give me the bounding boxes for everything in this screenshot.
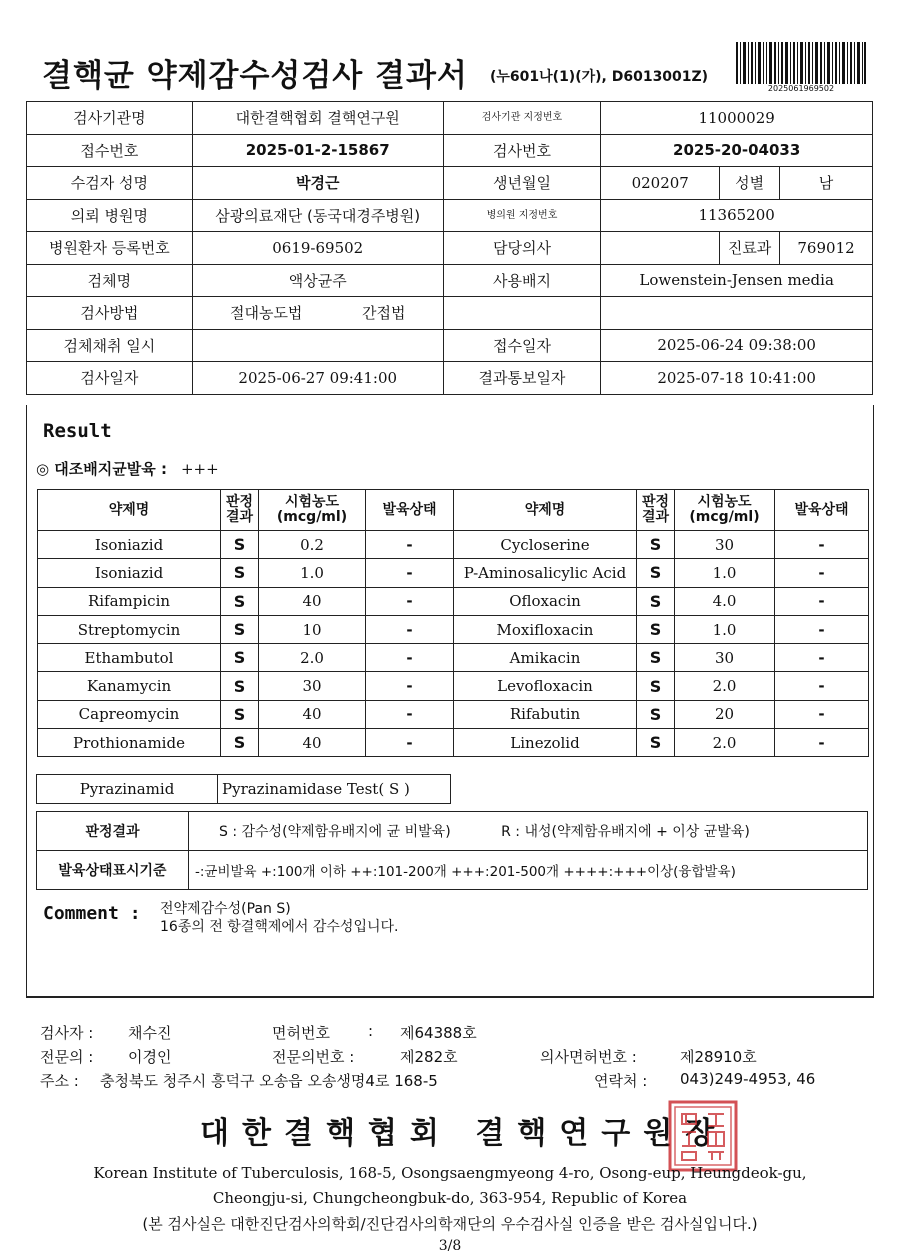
drug-result: S (637, 587, 675, 615)
drug-name: Levofloxacin (454, 672, 637, 700)
drug-result: S (637, 672, 675, 700)
drug-name: P-Aminosalicylic Acid (454, 559, 637, 587)
reg-value: 0619-69502 (192, 232, 443, 265)
drug-growth: - (775, 615, 869, 643)
hospital-no-value: 11365200 (601, 199, 873, 232)
drug-result: S (637, 531, 675, 559)
test-date-value: 2025-06-27 09:41:00 (192, 362, 443, 395)
drug-row (38, 531, 869, 559)
tester-name: 채수진 (128, 1024, 172, 1042)
drug-growth: - (775, 672, 869, 700)
test-date-label: 검사일자 (27, 362, 193, 395)
drug-conc: 2.0 (675, 729, 775, 757)
collect-label: 검체채취 일시 (27, 329, 193, 362)
report-date-label: 결과통보일자 (443, 362, 601, 395)
drug-name: Cycloserine (454, 531, 637, 559)
drug-conc: 2.0 (675, 672, 775, 700)
agency-no-label: 검사기관 지정번호 (443, 102, 601, 135)
receipt-date-label: 접수일자 (443, 329, 601, 362)
drug-conc: 0.2 (259, 531, 366, 559)
drug-row (38, 644, 869, 672)
drug-row (38, 615, 869, 643)
agency-label: 검사기관명 (27, 102, 193, 135)
birth-value: 020207 (601, 167, 720, 200)
pza-table (36, 774, 451, 804)
drug-growth: - (366, 700, 454, 728)
receipt-date-value: 2025-06-24 09:38:00 (601, 329, 873, 362)
drug-growth: - (775, 644, 869, 672)
drug-result: S (221, 700, 259, 728)
drug-growth: - (775, 587, 869, 615)
medium-value: Lowenstein-Jensen media (601, 264, 873, 297)
method-empty-2 (601, 297, 873, 330)
drug-conc: 10 (259, 615, 366, 643)
drug-growth: - (775, 531, 869, 559)
drug-conc: 30 (259, 672, 366, 700)
drug-conc: 30 (675, 531, 775, 559)
growth-legend-text: -:균비발육 +:100개 이하 ++:101-200개 +++:201-500개 ++++:+++이상(융합발육) (189, 851, 868, 890)
drug-result: S (221, 729, 259, 757)
collect-value (192, 329, 443, 362)
sex-value: 남 (780, 167, 873, 200)
agency-no-value: 11000029 (601, 102, 873, 135)
info-table (26, 101, 873, 395)
english-address-2: Cheongju-si, Chungcheongbuk-do, 363-954, Republic of Korea (212, 1189, 688, 1207)
legend-table (36, 811, 868, 890)
document-code: (누601나(1)(가), D6013001Z) (490, 69, 709, 85)
result-heading: Result (43, 420, 112, 442)
pza-value: Pyrazinamidase Test( S ) (218, 775, 451, 804)
barcode-number: 2025061969502 (767, 84, 835, 93)
drug-conc: 2.0 (259, 644, 366, 672)
header-result-2: 판정결과 (637, 490, 675, 531)
specimen-label: 검체명 (27, 264, 193, 297)
drug-conc: 1.0 (259, 559, 366, 587)
birth-label: 생년월일 (443, 167, 601, 200)
specialist-name: 이경인 (128, 1048, 172, 1066)
spec-no-label: 전문의번호 : (272, 1048, 355, 1066)
drug-table-body (38, 531, 869, 757)
judge-values (189, 812, 868, 851)
license-label: 면허번호 (272, 1024, 330, 1042)
drug-growth: - (366, 587, 454, 615)
drug-result: S (221, 559, 259, 587)
drug-name: Kanamycin (38, 672, 221, 700)
drug-name: Isoniazid (38, 531, 221, 559)
drug-row (38, 587, 869, 615)
hospital-no-label: 병의원 지정번호 (443, 199, 601, 232)
judge-r: R : 내성(약제함유배지에 + 이상 균발육) (501, 824, 750, 840)
english-address-1: Korean Institute of Tuberculosis, 168-5, Osongsaengmyeong 4-ro, Osong-eup, Heungdeok-gu, (93, 1164, 807, 1182)
doctor-label: 담당의사 (443, 232, 601, 265)
document-title: 결핵균 약제감수성검사 결과서 (42, 58, 468, 94)
drug-result: S (221, 615, 259, 643)
drug-name: Amikacin (454, 644, 637, 672)
hospital-value: 삼광의료재단 (동국대경주병원) (192, 199, 443, 232)
drug-name: Ofloxacin (454, 587, 637, 615)
comment-line-1: 전약제감수성(Pan S) (160, 901, 291, 917)
drug-row (38, 729, 869, 757)
address-label: 주소 : (40, 1072, 79, 1090)
reg-label: 병원환자 등록번호 (27, 232, 193, 265)
report-date-value: 2025-07-18 10:41:00 (601, 362, 873, 395)
control-growth (36, 458, 219, 479)
address-value: 충청북도 청주시 흥덕구 오송읍 오송생명4로 168-5 (100, 1072, 438, 1090)
header-drug-2: 약제명 (454, 490, 637, 531)
drug-conc: 30 (675, 644, 775, 672)
header-drug: 약제명 (38, 490, 221, 531)
barcode-icon (736, 42, 866, 84)
drug-result: S (637, 615, 675, 643)
receipt-label: 접수번호 (27, 134, 193, 167)
pza-label: Pyrazinamid (37, 775, 218, 804)
drug-name: Isoniazid (38, 559, 221, 587)
growth-legend-label: 발육상태표시기준 (37, 851, 189, 890)
drug-growth: - (366, 729, 454, 757)
dept-value: 769012 (780, 232, 873, 265)
header-growth-2: 발육상태 (775, 490, 869, 531)
drug-table (37, 489, 869, 757)
drug-name: Capreomycin (38, 700, 221, 728)
drug-name: Linezolid (454, 729, 637, 757)
drug-growth: - (366, 615, 454, 643)
contact-value: 043)249-4953, 46 (680, 1070, 816, 1088)
judge-s: S : 감수성(약제함유배지에 균 비발육) (219, 824, 451, 840)
drug-result: S (637, 700, 675, 728)
drug-name: Prothionamide (38, 729, 221, 757)
judge-label: 판정결과 (37, 812, 189, 851)
drug-row (38, 559, 869, 587)
section-divider (26, 996, 874, 998)
method-2: 간접법 (361, 304, 406, 323)
header-result: 판정결과 (221, 490, 259, 531)
drug-row (38, 700, 869, 728)
sex-label: 성별 (720, 167, 780, 200)
drug-result: S (221, 531, 259, 559)
test-no-value: 2025-20-04033 (601, 134, 873, 167)
drug-conc: 1.0 (675, 615, 775, 643)
drug-result: S (221, 672, 259, 700)
drug-conc: 1.0 (675, 559, 775, 587)
control-label: ◎ 대조배지균발육 : (36, 460, 167, 478)
agency-value: 대한결핵협회 결핵연구원 (192, 102, 443, 135)
drug-result: S (637, 729, 675, 757)
organization-name: 대한결핵협회 결핵연구원장 (200, 1116, 728, 1151)
comment-text (160, 900, 398, 936)
drug-growth: - (775, 559, 869, 587)
receipt-value: 2025-01-2-15867 (192, 134, 443, 167)
header-conc: 시험농도(mcg/ml) (259, 490, 366, 531)
drug-growth: - (366, 531, 454, 559)
drug-name: Moxifloxacin (454, 615, 637, 643)
method-label: 검사방법 (27, 297, 193, 330)
drug-conc: 4.0 (675, 587, 775, 615)
doc-license-value: 제28910호 (680, 1048, 757, 1066)
method-value (192, 297, 443, 330)
license-value: 제64388호 (400, 1024, 477, 1042)
doctor-value (601, 232, 720, 265)
drug-growth: - (775, 729, 869, 757)
drug-result: S (221, 587, 259, 615)
page-number: 3/8 (438, 1238, 462, 1254)
comment-label: Comment : (43, 903, 141, 924)
method-empty (443, 297, 601, 330)
drug-conc: 40 (259, 729, 366, 757)
hospital-label: 의뢰 병원명 (27, 199, 193, 232)
tester-label: 검사자 : (40, 1024, 94, 1042)
drug-growth: - (366, 672, 454, 700)
drug-name: Streptomycin (38, 615, 221, 643)
patient-label: 수검자 성명 (27, 167, 193, 200)
drug-conc: 20 (675, 700, 775, 728)
patient-value: 박경근 (192, 167, 443, 200)
spec-no-value: 제282호 (400, 1048, 458, 1066)
specimen-value: 액상균주 (192, 264, 443, 297)
drug-result: S (637, 644, 675, 672)
test-no-label: 검사번호 (443, 134, 601, 167)
drug-growth: - (366, 644, 454, 672)
drug-result: S (637, 559, 675, 587)
drug-name: Ethambutol (38, 644, 221, 672)
contact-label: 연락처 : (594, 1072, 648, 1090)
drug-growth: - (366, 559, 454, 587)
drug-growth: - (775, 700, 869, 728)
method-1: 절대농도법 (229, 304, 303, 323)
drug-name: Rifampicin (38, 587, 221, 615)
drug-row (38, 672, 869, 700)
header-growth: 발육상태 (366, 490, 454, 531)
comment-line-2: 16종의 전 항결핵제에서 감수성입니다. (160, 919, 399, 935)
doc-license-label: 의사면허번호 : (540, 1048, 637, 1066)
certification-note: (본 검사실은 대한진단검사의학회/진단검사의학재단의 우수검사실 인증을 받은 검사실입니다.) (142, 1215, 758, 1233)
drug-conc: 40 (259, 587, 366, 615)
medium-label: 사용배지 (443, 264, 601, 297)
drug-result: S (221, 644, 259, 672)
drug-name: Rifabutin (454, 700, 637, 728)
specialist-label: 전문의 : (40, 1048, 94, 1066)
official-seal-icon (668, 1100, 738, 1172)
control-value: +++ (180, 460, 219, 478)
header-conc-2: 시험농도(mcg/ml) (675, 490, 775, 531)
drug-conc: 40 (259, 700, 366, 728)
dept-label: 진료과 (720, 232, 780, 265)
